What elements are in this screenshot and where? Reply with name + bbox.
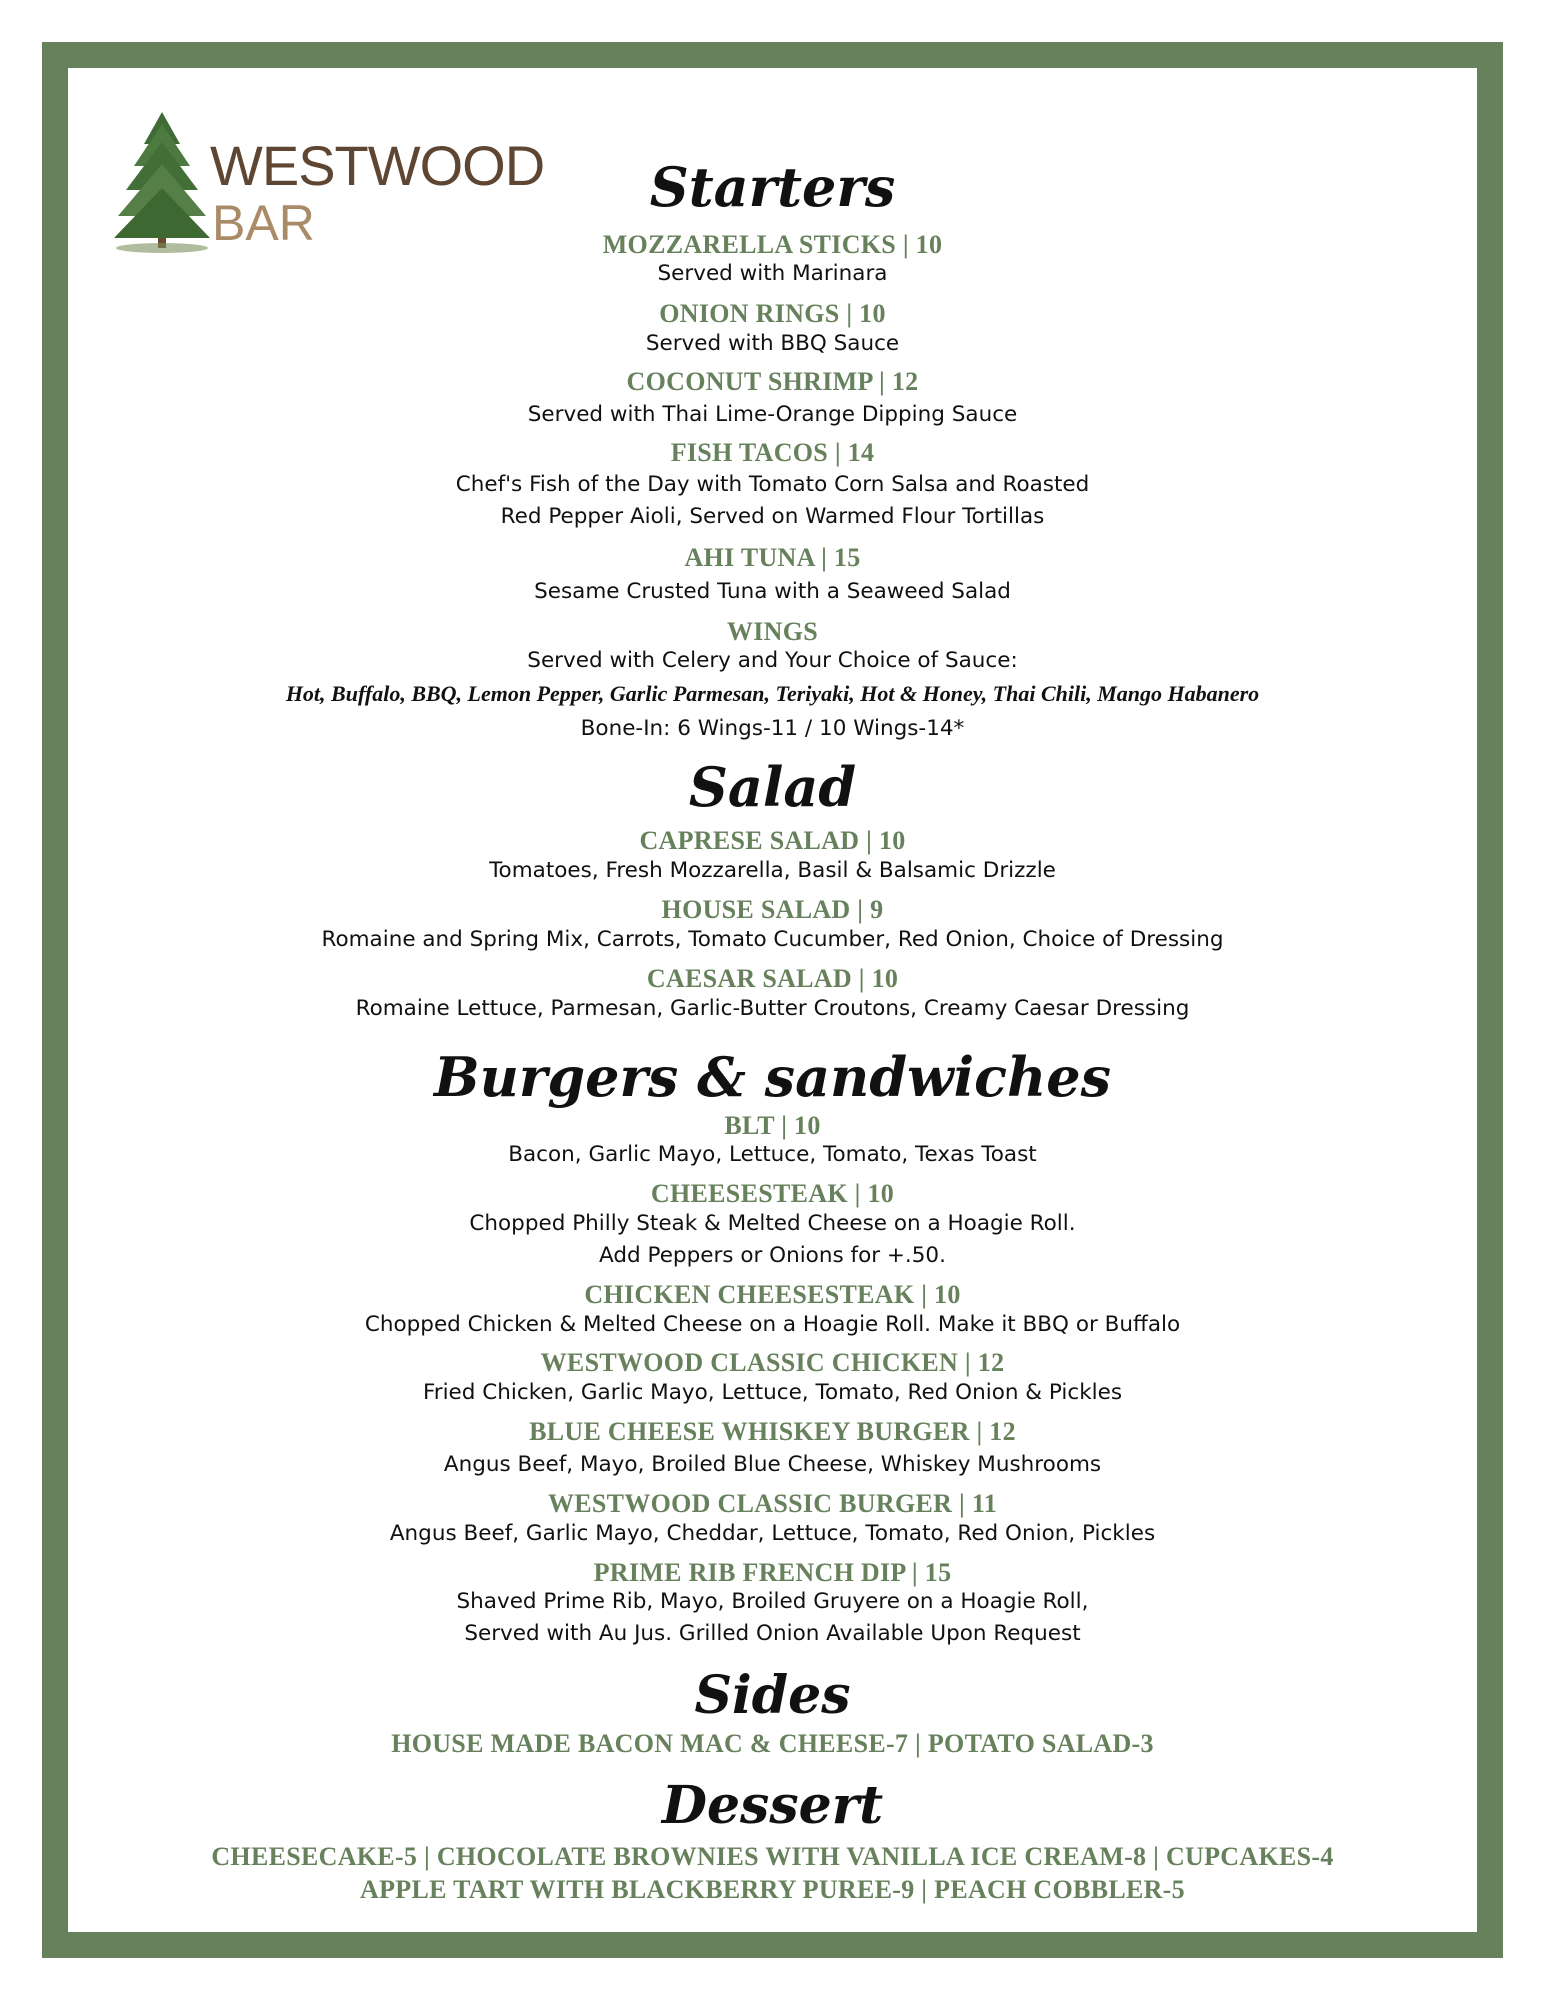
menu-item-desc: Bacon, Garlic Mayo, Lettuce, Tomato, Texas Toast — [508, 1142, 1037, 1167]
sides-title: Sides — [694, 1665, 851, 1726]
menu-item-name: CHICKEN CHEESESTEAK | 10 — [584, 1280, 961, 1309]
menu-item-desc: Sesame Crusted Tuna with a Seaweed Salad — [534, 579, 1011, 604]
menu-item-desc: Chopped Philly Steak & Melted Cheese on a Hoagie Roll. — [469, 1211, 1076, 1236]
menu-item-desc: Served with BBQ Sauce — [645, 331, 900, 356]
menu-item-desc: Romaine and Spring Mix, Carrots, Tomato Cucumber, Red Onion, Choice of Dressing — [321, 927, 1224, 952]
menu-item-name: CAPRESE SALAD | 10 — [639, 826, 906, 855]
menu-item-desc: Served with Celery and Your Choice of Sauce: — [527, 648, 1018, 673]
starters-title: Starters — [649, 155, 896, 219]
dessert-line: CHEESECAKE-5 | CHOCOLATE BROWNIES WITH VANILLA ICE CREAM-8 | CUPCAKES-4 — [211, 1842, 1334, 1871]
dessert-title: Dessert — [661, 1775, 884, 1836]
menu-item-desc: Served with Marinara — [657, 261, 888, 286]
menu-item-desc: Chef's Fish of the Day with Tomato Corn Salsa and Roasted — [455, 472, 1090, 497]
sides-line: HOUSE MADE BACON MAC & CHEESE-7 | POTATO SALAD-3 — [391, 1729, 1154, 1758]
dessert-line: APPLE TART WITH BLACKBERRY PUREE-9 | PEACH COBBLER-5 — [360, 1875, 1185, 1904]
menu-item-desc: Fried Chicken, Garlic Mayo, Lettuce, Tomato, Red Onion & Pickles — [422, 1380, 1123, 1405]
menu-item-name: FISH TACOS | 14 — [670, 438, 875, 467]
menu-item-name: COCONUT SHRIMP | 12 — [626, 367, 919, 396]
menu-item-desc: Tomatoes, Fresh Mozzarella, Basil & Balsamic Drizzle — [489, 858, 1056, 883]
menu-item-name: CHEESESTEAK | 10 — [650, 1179, 895, 1208]
salad-title: Salad — [688, 755, 857, 819]
menu-item-name: AHI TUNA | 15 — [684, 543, 861, 572]
menu-item-desc: Chopped Chicken & Melted Cheese on a Hoagie Roll. Make it BBQ or Buffalo — [364, 1312, 1181, 1337]
menu-item-name: BLUE CHEESE WHISKEY BURGER | 12 — [529, 1417, 1016, 1446]
logo-westwood: WESTWOOD — [210, 134, 545, 197]
menu-item-name: ONION RINGS | 10 — [659, 299, 886, 328]
logo-bar: BAR — [212, 195, 315, 251]
menu-item-name: BLT | 10 — [724, 1111, 821, 1140]
menu-item-name: WINGS — [726, 617, 819, 646]
menu-item-name: WESTWOOD CLASSIC CHICKEN | 12 — [540, 1348, 1005, 1377]
menu-item-name: CAESAR SALAD | 10 — [646, 964, 899, 993]
menu-item-desc: Romaine Lettuce, Parmesan, Garlic-Butter Croutons, Creamy Caesar Dressing — [355, 996, 1190, 1021]
menu-item-desc: Shaved Prime Rib, Mayo, Broiled Gruyere on a Hoagie Roll, — [456, 1589, 1089, 1614]
wing-pricing: Bone-In: 6 Wings-11 / 10 Wings-14* — [580, 716, 965, 741]
menu-item-name: HOUSE SALAD | 9 — [661, 895, 884, 924]
menu-item-name: MOZZARELLA STICKS | 10 — [602, 230, 943, 259]
menu-item-desc: Angus Beef, Garlic Mayo, Cheddar, Lettuce, Tomato, Red Onion, Pickles — [389, 1521, 1156, 1546]
menu-item-desc: Served with Au Jus. Grilled Onion Available Upon Request — [464, 1621, 1081, 1646]
wing-sauces: Hot, Buffalo, BBQ, Lemon Pepper, Garlic Parmesan, Teriyaki, Hot & Honey, Thai Chili, Mango Habanero — [285, 681, 1260, 706]
burgers-title: Burgers & sandwiches — [434, 1045, 1111, 1109]
menu-item-name: PRIME RIB FRENCH DIP | 15 — [593, 1558, 952, 1587]
menu-item-desc: Served with Thai Lime-Orange Dipping Sauce — [527, 402, 1018, 427]
menu-item-desc: Red Pepper Aioli, Served on Warmed Flour Tortillas — [500, 504, 1045, 529]
menu-item-name: WESTWOOD CLASSIC BURGER | 11 — [547, 1489, 997, 1518]
menu-item-desc: Add Peppers or Onions for +.50. — [599, 1243, 946, 1268]
menu-item-desc: Angus Beef, Mayo, Broiled Blue Cheese, Whiskey Mushrooms — [443, 1452, 1102, 1477]
